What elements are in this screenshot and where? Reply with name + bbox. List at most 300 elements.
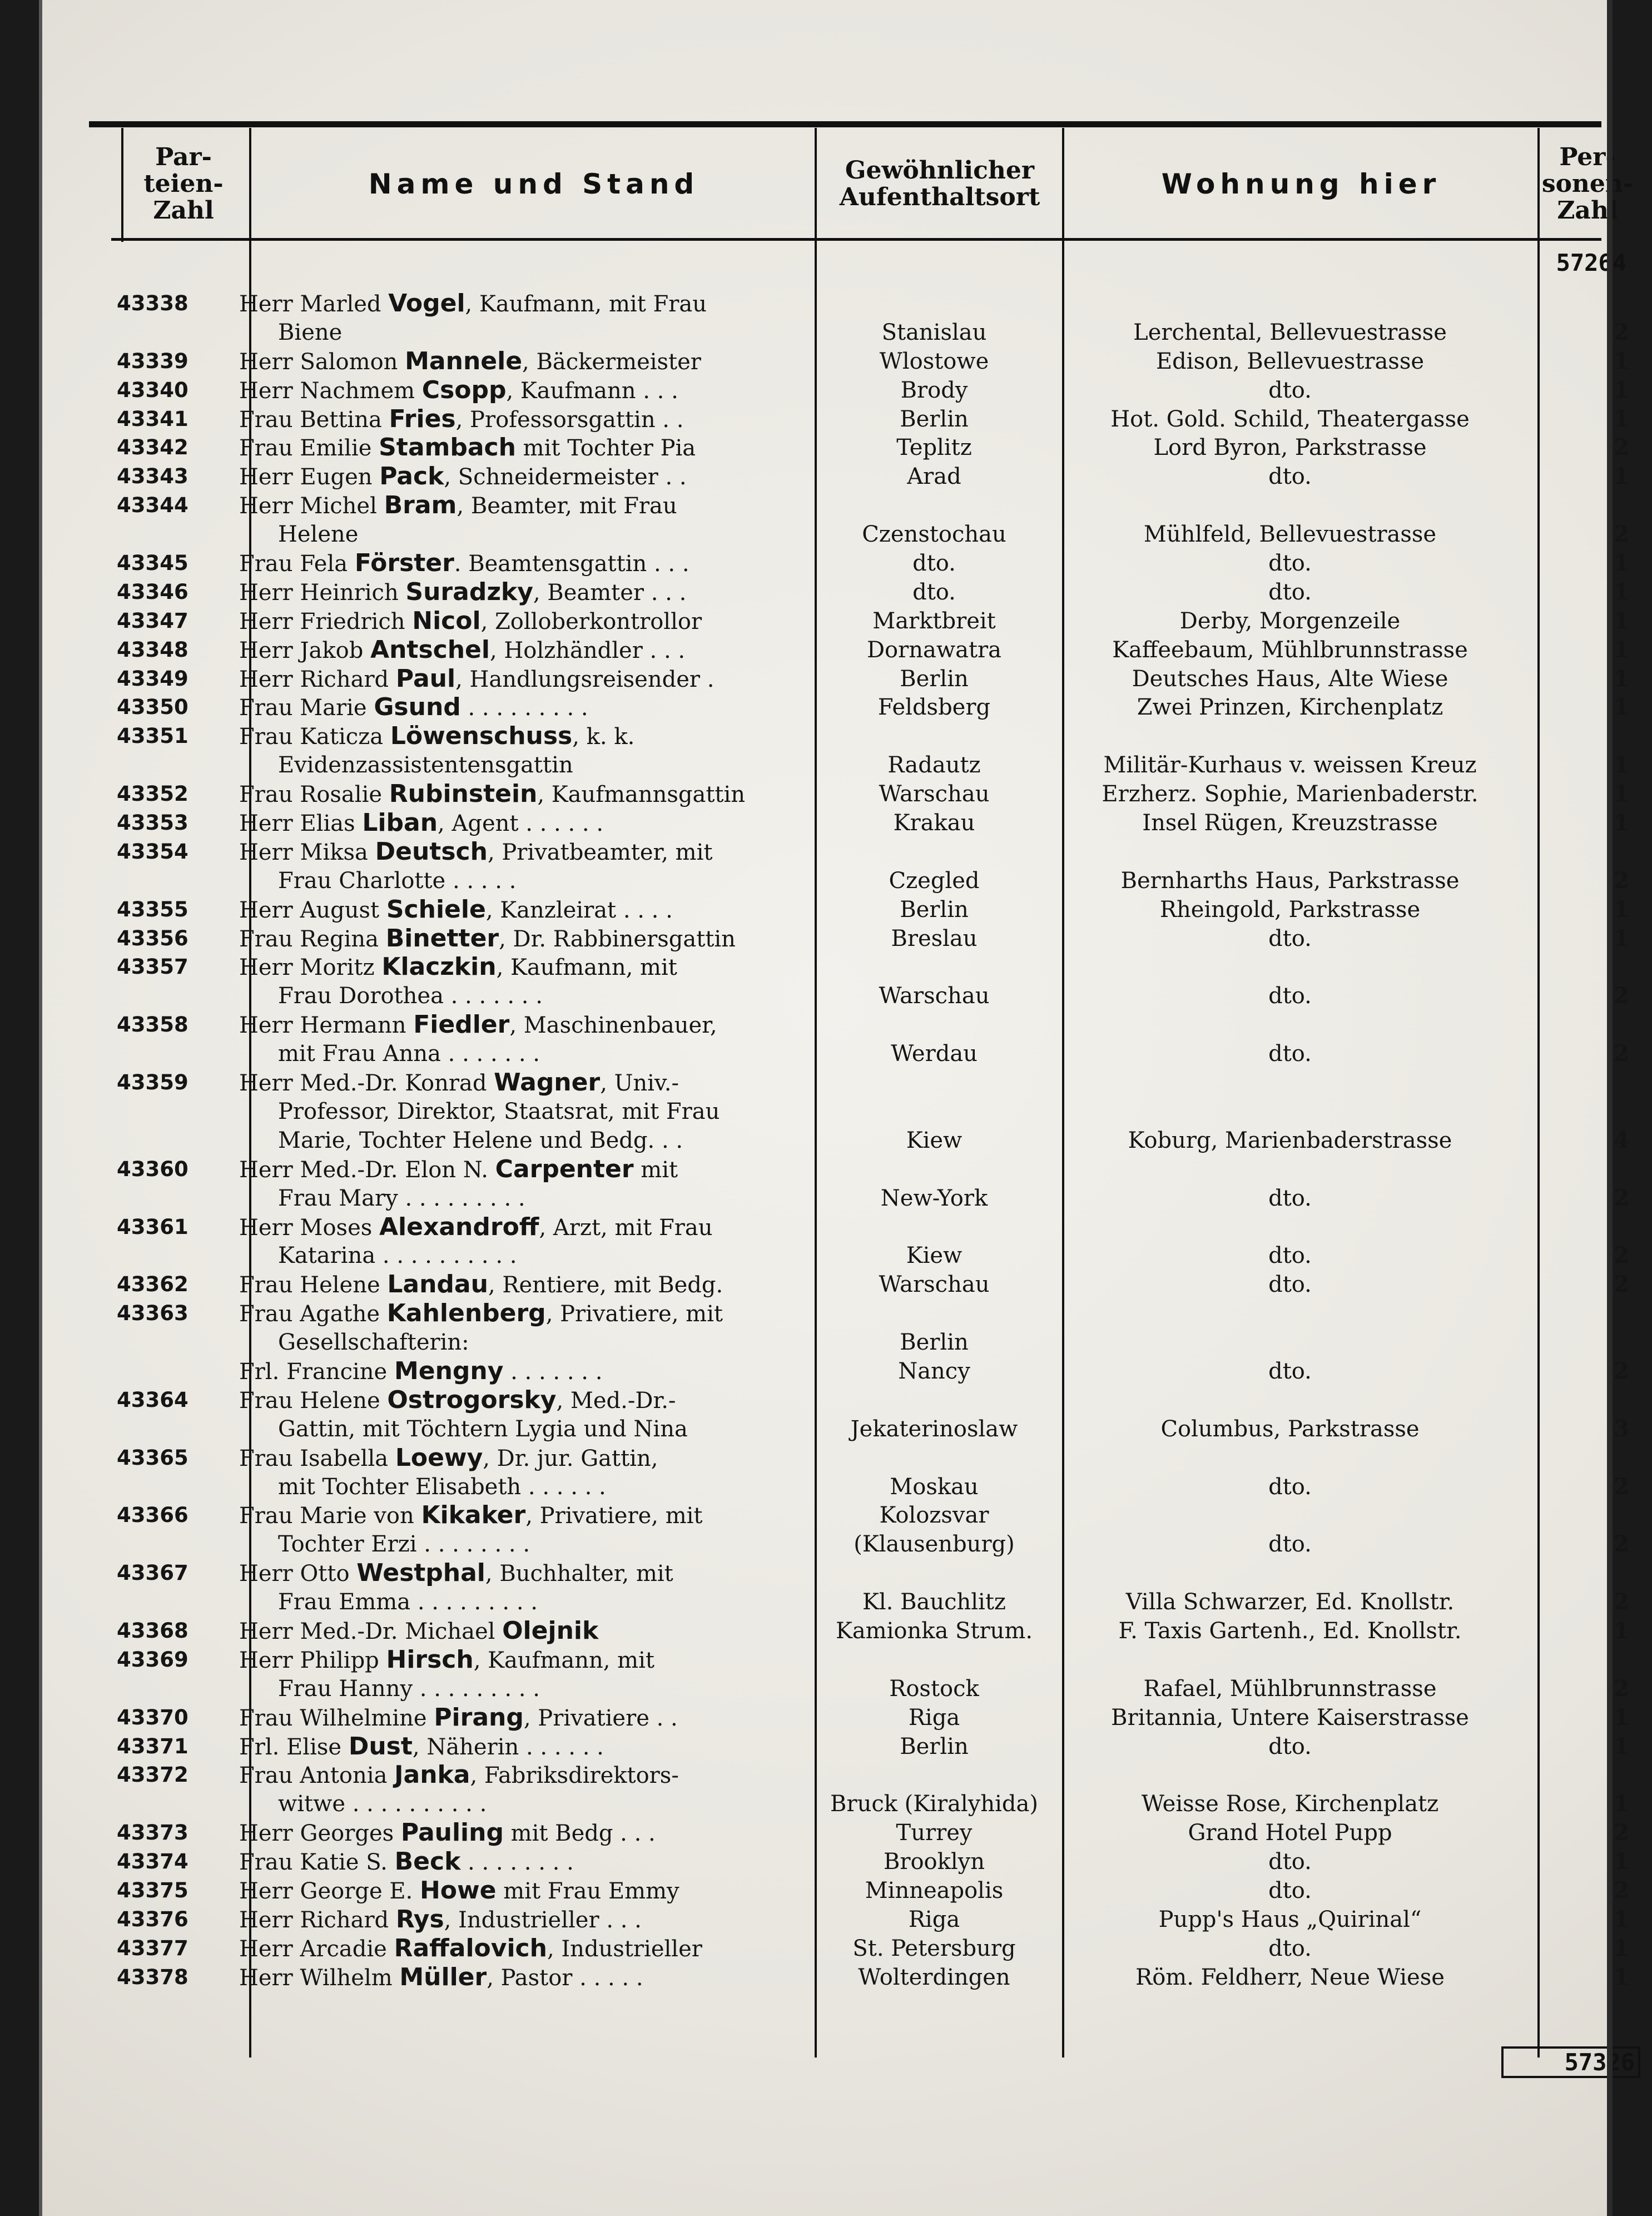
guest-name xyxy=(239,665,795,694)
usual-residence: Berlin xyxy=(900,896,969,923)
party-number: 43374 xyxy=(117,1850,188,1874)
party-number: 43365 xyxy=(117,1445,188,1470)
lodging-address: Derby, Morgenzeile xyxy=(1179,608,1401,634)
person-count: 1 xyxy=(1614,694,1629,721)
guest-surname: Wagner xyxy=(494,1068,601,1097)
usual-residence: Arad xyxy=(907,464,961,490)
guest-surname: Rubinstein xyxy=(389,780,538,809)
guest-title: Herr xyxy=(239,955,293,981)
document-page xyxy=(39,0,1635,2216)
guest-surname: Bram xyxy=(384,491,457,520)
guest-title: Frau xyxy=(239,435,293,462)
guest-title: Herr xyxy=(239,1618,293,1644)
party-number: 43344 xyxy=(117,493,188,518)
lodging-address: dto. xyxy=(1268,1272,1312,1298)
guest-given-name: Miksa xyxy=(300,839,368,865)
guest-name xyxy=(239,347,795,376)
guest-status: , Kaufmann, mit xyxy=(496,955,677,981)
lodging-address: Insel Rügen, Kreuzstrasse xyxy=(1142,810,1438,836)
guest-status: , Rentiere, mit Bedg. xyxy=(488,1272,723,1298)
guest-status: , Kaufmann . . . xyxy=(506,378,678,404)
guest-name-continuation: mit Tochter Elisabeth . . . . . . xyxy=(278,1474,606,1500)
register-entry xyxy=(39,664,1629,693)
lodging-address: dto. xyxy=(1268,551,1312,577)
usual-residence: Radautz xyxy=(887,752,981,779)
party-number: 43350 xyxy=(117,695,188,720)
guest-given-name: Bettina xyxy=(300,406,382,433)
person-count: 1 xyxy=(1614,1733,1629,1759)
lodging-address: Columbus, Parkstrasse xyxy=(1160,1416,1420,1442)
guest-given-name: Emilie xyxy=(300,435,372,462)
guest-name-continuation: Evidenzassistentensgattin xyxy=(278,752,573,779)
guest-surname: Paul xyxy=(395,664,456,693)
party-number: 43368 xyxy=(117,1618,188,1643)
party-number: 43345 xyxy=(117,551,188,576)
person-count: 1 xyxy=(1614,781,1629,807)
usual-residence: Krakau xyxy=(893,810,975,836)
guest-name xyxy=(239,1299,795,1328)
col-line-4 xyxy=(1537,128,1540,2058)
usual-residence: Wolterdingen xyxy=(858,1964,1010,1990)
guest-title: Herr xyxy=(239,1214,293,1241)
register-entry xyxy=(39,780,1629,809)
lodging-address: dto. xyxy=(1268,1358,1312,1384)
guest-name xyxy=(239,1010,795,1040)
guest-name-continuation: Biene xyxy=(278,319,343,345)
guest-title: Frau xyxy=(239,1850,293,1876)
guest-status: , Handlungsreisender . xyxy=(455,666,715,692)
usual-residence: Jekaterinoslaw xyxy=(850,1416,1018,1442)
guest-given-name: Moritz xyxy=(300,955,375,981)
guest-given-name: Isabella xyxy=(300,1445,389,1471)
lodging-address: Deutsches Haus, Alte Wiese xyxy=(1132,666,1448,692)
party-number: 43342 xyxy=(117,435,188,460)
guest-given-name: Katicza xyxy=(300,724,384,750)
carry-over-total: 57264 xyxy=(1556,249,1626,276)
guest-title: Frau xyxy=(239,1272,293,1298)
header-lodging-here: Wohnung hier xyxy=(1161,168,1441,200)
guest-title: Herr xyxy=(239,1907,293,1933)
party-number: 43348 xyxy=(117,637,188,662)
usual-residence: Berlin xyxy=(900,1733,969,1759)
person-count: 1 xyxy=(1614,636,1629,663)
guest-surname: Kahlenberg xyxy=(386,1299,546,1328)
guest-surname: Deutsch xyxy=(375,837,488,866)
person-count: 1 xyxy=(1614,665,1629,692)
register-entry xyxy=(39,1818,1629,1847)
usual-residence: Breslau xyxy=(891,925,978,951)
party-number: 43363 xyxy=(117,1301,188,1326)
col-line-3 xyxy=(1062,128,1064,2058)
usual-residence: Nancy xyxy=(898,1358,970,1384)
guest-given-name: Marie xyxy=(300,695,367,721)
guest-status: , Pastor . . . . . xyxy=(487,1965,643,1991)
guest-surname: Mannele xyxy=(405,346,523,375)
guest-title: Herr xyxy=(239,464,293,490)
guest-status: mit xyxy=(633,1157,678,1183)
register-entry xyxy=(39,346,1629,376)
party-number: 43375 xyxy=(117,1878,188,1902)
guest-status: , Näherin . . . . . . xyxy=(412,1734,604,1760)
usual-residence: Kl. Bauchlitz xyxy=(862,1589,1006,1615)
guest-name-continuation: Frau Emma . . . . . . . . . xyxy=(278,1589,538,1615)
guest-title: Frau xyxy=(239,724,293,750)
guest-given-name: Francine xyxy=(286,1359,388,1385)
person-count: 2 xyxy=(1614,1357,1629,1384)
register-entry xyxy=(39,433,1629,462)
guest-given-name: Regina xyxy=(300,926,379,952)
register-entry xyxy=(39,924,1629,953)
guest-title: Herr xyxy=(239,1013,293,1039)
guest-title: Frau xyxy=(239,695,293,721)
register-entry xyxy=(39,1703,1629,1732)
guest-surname: Nicol xyxy=(412,606,481,635)
guest-name xyxy=(239,837,795,867)
person-count: 2 xyxy=(1614,1820,1629,1846)
guest-surname: Klaczkin xyxy=(381,953,497,981)
guest-surname: Förster xyxy=(354,549,454,578)
guest-surname: Vogel xyxy=(388,289,465,318)
guest-surname: Beck xyxy=(394,1847,461,1876)
register-entry xyxy=(39,606,1629,636)
person-count: 3 xyxy=(1614,1415,1629,1442)
person-count: 4 xyxy=(1614,1127,1629,1153)
register-entry xyxy=(39,1761,1629,1818)
guest-surname: Pirang xyxy=(434,1703,524,1732)
guest-name xyxy=(239,1617,795,1646)
register-entry xyxy=(39,1559,1629,1617)
guest-given-name: Elias xyxy=(300,811,355,837)
guest-given-name: Salomon xyxy=(300,349,398,375)
register-entry xyxy=(39,895,1629,924)
guest-status: mit Bedg . . . xyxy=(503,1821,656,1847)
guest-name-continuation: witwe . . . . . . . . . . xyxy=(278,1791,487,1817)
person-count: 2 xyxy=(1614,1184,1629,1211)
register-entry xyxy=(39,491,1629,549)
guest-name xyxy=(239,433,795,463)
party-number: 43376 xyxy=(117,1907,188,1931)
person-count: 1 xyxy=(1614,1906,1629,1932)
guest-title: Herr xyxy=(239,291,293,317)
guest-status: , Privatiere . . xyxy=(523,1705,678,1731)
guest-status: mit Frau Emmy xyxy=(496,1878,679,1904)
lodging-address: Weisse Rose, Kirchenplatz xyxy=(1141,1791,1439,1817)
register-entry xyxy=(39,1732,1629,1761)
guest-name xyxy=(239,636,795,665)
register-entry xyxy=(39,837,1629,895)
guest-status: , Kaufmann, mit Frau xyxy=(465,291,707,317)
usual-residence: Warschau xyxy=(879,781,990,807)
usual-residence: Berlin xyxy=(900,666,969,692)
guest-status: mit Tochter Pia xyxy=(515,435,696,462)
usual-residence: Berlin xyxy=(900,1330,969,1356)
guest-given-name: Georges xyxy=(300,1821,394,1847)
person-count: 1 xyxy=(1614,376,1629,403)
register-entry xyxy=(39,1876,1629,1905)
guest-given-name: Jakob xyxy=(300,637,364,663)
guest-status: , Professorsgattin . . xyxy=(455,406,684,433)
party-number: 43373 xyxy=(117,1821,188,1845)
party-number: 43378 xyxy=(117,1965,188,1989)
usual-residence: Riga xyxy=(908,1704,960,1731)
person-count: 2 xyxy=(1614,1242,1629,1269)
guest-name-continuation: Frau Dorothea . . . . . . . xyxy=(278,983,543,1009)
guest-name xyxy=(239,1444,795,1473)
guest-surname: Gsund xyxy=(374,693,461,722)
guest-surname: Kikaker xyxy=(421,1501,526,1530)
usual-residence: Moskau xyxy=(890,1474,979,1500)
guest-title: Herr xyxy=(239,839,293,865)
guest-surname: Pack xyxy=(379,462,444,491)
col-line-1 xyxy=(249,128,251,2058)
lodging-address: dto. xyxy=(1268,464,1312,490)
usual-residence: Teplitz xyxy=(896,435,972,461)
register-entry xyxy=(39,375,1629,405)
lodging-address: Lord Byron, Parkstrasse xyxy=(1153,435,1427,461)
guest-status: , Agent . . . . . . xyxy=(438,811,604,837)
guest-surname: Landau xyxy=(387,1270,488,1299)
lodging-address: F. Taxis Gartenh., Ed. Knollstr. xyxy=(1118,1618,1462,1644)
guest-surname: Antschel xyxy=(370,635,490,664)
guest-name xyxy=(239,1818,795,1848)
guest-given-name: Eugen xyxy=(300,464,373,490)
person-count: 1 xyxy=(1614,1791,1629,1817)
register-entry xyxy=(39,693,1629,722)
guest-surname: Löwenschuss xyxy=(390,722,573,751)
guest-surname: Howe xyxy=(419,1876,497,1905)
person-count: 1 xyxy=(1614,925,1629,951)
guest-name-continuation: Helene xyxy=(278,522,359,548)
guest-name xyxy=(239,1155,795,1184)
guest-given-name: Helene xyxy=(300,1387,380,1414)
guest-title: Herr xyxy=(239,1647,293,1673)
person-count: 2 xyxy=(1614,1531,1629,1558)
register-entry xyxy=(39,1356,1629,1386)
party-number: 43356 xyxy=(117,926,188,950)
guest-name xyxy=(239,1905,795,1935)
guest-title: Herr xyxy=(239,637,293,663)
guest-given-name: Richard xyxy=(300,1907,389,1933)
guest-name xyxy=(239,1876,795,1906)
guest-name xyxy=(239,1559,795,1588)
guest-surname: Carpenter xyxy=(495,1154,634,1183)
party-number: 43349 xyxy=(117,666,188,691)
guest-status: , Beamter . . . xyxy=(533,579,687,606)
guest-given-name: Heinrich xyxy=(300,579,399,606)
guest-name-continuation: Frau Mary . . . . . . . . . xyxy=(278,1185,525,1211)
person-count: 1 xyxy=(1614,1964,1629,1990)
lodging-address: Zwei Prinzen, Kirchenplatz xyxy=(1137,695,1443,721)
guest-name xyxy=(239,809,795,838)
guest-name xyxy=(239,607,795,636)
guest-surname: Rys xyxy=(395,1905,444,1934)
guest-name-continuation: mit Frau Anna . . . . . . . xyxy=(278,1041,540,1067)
lodging-address: Rafael, Mühlbrunnstrasse xyxy=(1143,1675,1437,1702)
person-count: 1 xyxy=(1614,1704,1629,1731)
lodging-address: Röm. Feldherr, Neue Wiese xyxy=(1135,1964,1445,1990)
guest-status: , Beamter, mit Frau xyxy=(457,493,677,519)
party-number: 43355 xyxy=(117,897,188,921)
guest-title: Frau xyxy=(239,926,293,952)
header-name-and-status: Name und Stand xyxy=(368,168,700,200)
register-entry xyxy=(39,635,1629,665)
party-number: 43357 xyxy=(117,955,188,979)
guest-name xyxy=(239,462,795,492)
guest-name xyxy=(239,1703,795,1733)
guest-given-name: Marled xyxy=(300,291,381,317)
register-entry xyxy=(39,1645,1629,1703)
person-count: 1 xyxy=(1614,1848,1629,1875)
register-entries xyxy=(39,289,1629,1992)
guest-status: , Arzt, mit Frau xyxy=(539,1214,713,1241)
guest-given-name: Med.-Dr. Konrad xyxy=(300,1070,487,1097)
lodging-address: Erzherz. Sophie, Marienbaderstr. xyxy=(1102,781,1479,807)
guest-surname: Alexandroff xyxy=(379,1212,539,1241)
register-entry xyxy=(39,1847,1629,1876)
guest-given-name: Richard xyxy=(300,666,389,692)
party-number: 43362 xyxy=(117,1272,188,1297)
lodging-address: Britannia, Untere Kaiserstrasse xyxy=(1111,1704,1469,1731)
guest-title: Herr xyxy=(239,897,293,923)
usual-residence: Dornawatra xyxy=(866,637,1001,663)
party-number: 43347 xyxy=(117,608,188,633)
guest-surname: Dust xyxy=(348,1732,413,1761)
usual-residence: Czenstochau xyxy=(862,522,1006,548)
usual-residence: Turrey xyxy=(896,1820,973,1846)
guest-surname: Fiedler xyxy=(413,1010,510,1039)
guest-given-name: Med.-Dr. Elon N. xyxy=(300,1157,488,1183)
register-entry xyxy=(39,462,1629,491)
person-count: 2 xyxy=(1614,1675,1629,1702)
usual-residence: Kiew xyxy=(906,1127,963,1153)
party-number: 43364 xyxy=(117,1387,188,1412)
guest-status: , Kanzleirat . . . . xyxy=(485,897,673,923)
guest-status: , Buchhalter, mit xyxy=(485,1561,673,1587)
usual-residence: Marktbreit xyxy=(872,608,996,634)
guest-name xyxy=(239,405,795,434)
person-count: 2 xyxy=(1614,1877,1629,1903)
usual-residence: Berlin xyxy=(900,406,969,432)
guest-status: , Holzhändler . . . xyxy=(489,637,686,663)
lodging-address: dto. xyxy=(1268,377,1312,403)
guest-status: , Dr. Rabbinersgattin xyxy=(499,926,736,952)
guest-surname: Mengny xyxy=(394,1356,504,1385)
person-count: 1 xyxy=(1614,550,1629,577)
lodging-address: Koburg, Marienbaderstrasse xyxy=(1128,1127,1452,1153)
col-line-2 xyxy=(815,128,817,2058)
header-rule xyxy=(111,238,1601,241)
guest-status: . . . . . . . xyxy=(503,1359,603,1385)
guest-name xyxy=(239,1645,795,1675)
guest-given-name: Otto xyxy=(300,1561,350,1587)
party-number: 43354 xyxy=(117,839,188,864)
usual-residence: Brody xyxy=(900,377,968,403)
guest-surname: Pauling xyxy=(400,1818,504,1847)
register-entry xyxy=(39,1010,1629,1068)
person-count: 2 xyxy=(1614,983,1629,1009)
party-number: 43359 xyxy=(117,1070,188,1095)
person-count: 1 xyxy=(1614,1617,1629,1644)
guest-name xyxy=(239,376,795,405)
register-entry xyxy=(39,1068,1629,1155)
usual-residence: Minneapolis xyxy=(865,1877,1004,1903)
person-count: 2 xyxy=(1614,1271,1629,1298)
guest-title: Frl. xyxy=(239,1734,280,1760)
usual-residence: Kamionka Strum. xyxy=(835,1618,1033,1644)
guest-given-name: Nachmem xyxy=(300,378,415,404)
guest-name xyxy=(239,924,795,954)
guest-given-name: Helene xyxy=(300,1272,380,1298)
guest-name xyxy=(239,780,795,809)
guest-surname: Hirsch xyxy=(386,1645,474,1674)
party-number: 43343 xyxy=(117,464,188,489)
guest-given-name: Agathe xyxy=(300,1301,380,1327)
guest-title: Frau xyxy=(239,1387,293,1414)
guest-surname: Binetter xyxy=(385,924,499,953)
guest-name-continuation: Frau Charlotte . . . . . xyxy=(278,867,517,894)
guest-surname: Csopp xyxy=(421,375,507,404)
guest-name-continuation: Gesellschafterin: xyxy=(278,1330,469,1356)
guest-given-name: Med.-Dr. Michael xyxy=(300,1618,495,1644)
register-entry xyxy=(39,1962,1629,1992)
guest-title: Herr xyxy=(239,378,293,404)
usual-residence: New-York xyxy=(880,1185,988,1211)
guest-given-name: Fela xyxy=(300,551,348,577)
guest-title: Herr xyxy=(239,1965,293,1991)
guest-status: , Zolloberkontrollor xyxy=(480,608,702,634)
register-entry xyxy=(39,1934,1629,1963)
person-count: 2 xyxy=(1614,319,1629,345)
usual-residence: Czegled xyxy=(889,867,980,894)
person-count: 2 xyxy=(1614,1040,1629,1067)
party-number: 43341 xyxy=(117,406,188,431)
guest-name xyxy=(239,1213,795,1242)
guest-given-name: Wilhelm xyxy=(300,1965,393,1991)
guest-title: Herr xyxy=(239,1936,293,1962)
guest-status: , Industrieller xyxy=(547,1936,702,1962)
guest-surname: Loewy xyxy=(395,1443,483,1472)
guest-given-name: Antonia xyxy=(300,1763,388,1789)
party-number: 43371 xyxy=(117,1734,188,1758)
guest-title: Frau xyxy=(239,1445,293,1471)
person-count: 1 xyxy=(1614,752,1629,779)
guest-name-continuation: Professor, Direktor, Staatsrat, mit Frau xyxy=(278,1098,720,1124)
guest-name xyxy=(239,895,795,925)
register-entry xyxy=(39,549,1629,578)
lodging-address: dto. xyxy=(1268,983,1312,1009)
lodging-address: dto. xyxy=(1268,579,1312,605)
guest-status: . Beamtensgattin . . . xyxy=(454,551,689,577)
register-entry xyxy=(39,289,1629,347)
person-count: 2 xyxy=(1614,1473,1629,1500)
top-rule xyxy=(89,121,1601,127)
guest-given-name: Friedrich xyxy=(300,608,405,634)
usual-residence: Stanislau xyxy=(881,319,987,345)
guest-status: , Privatbeamter, mit xyxy=(487,839,713,865)
guest-title: Herr xyxy=(239,579,293,606)
guest-surname: Müller xyxy=(399,1962,487,1991)
usual-residence: dto. xyxy=(912,551,956,577)
guest-given-name: Elise xyxy=(286,1734,342,1760)
party-number: 43369 xyxy=(117,1647,188,1672)
lodging-address: Edison, Bellevuestrasse xyxy=(1155,348,1425,374)
guest-given-name: Arcadie xyxy=(300,1936,387,1962)
register-entry xyxy=(39,1385,1629,1444)
guest-given-name: Rosalie xyxy=(300,782,383,808)
party-number: 43352 xyxy=(117,782,188,806)
guest-surname: Janka xyxy=(394,1761,470,1789)
usual-residence: Warschau xyxy=(879,1272,990,1298)
